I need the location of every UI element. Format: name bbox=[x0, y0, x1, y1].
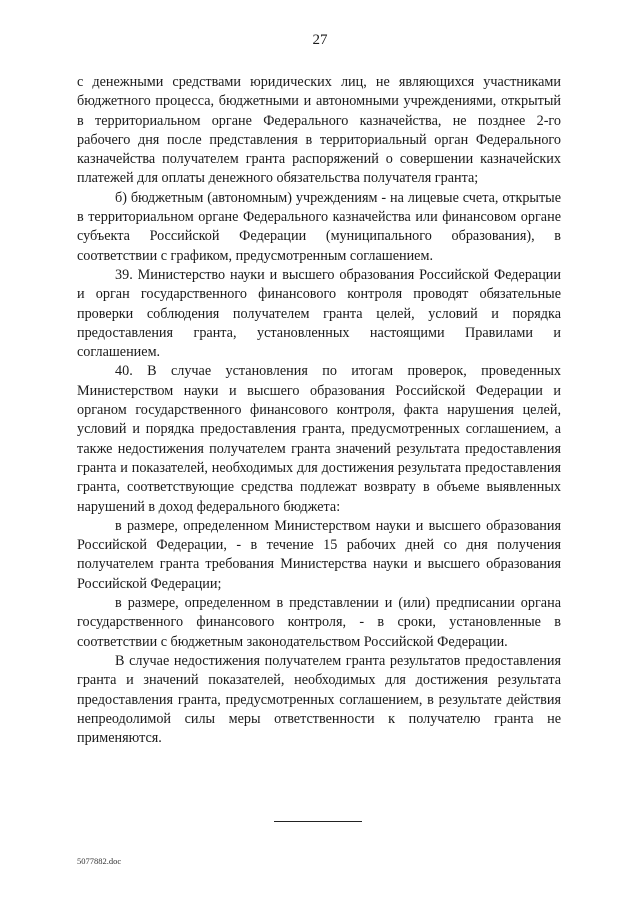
paragraph-continuation: с денежными средствами юридических лиц, не являющихся участниками бюджетного процесса, бюджетными и автономными учреждениями, открытый в территориальном органе Федерального казначейства, не позднее 2-го рабочего дня после представления в территориальный орган Федерального казначейства получателем гранта распоряжений о совершении казначейских платежей для оплаты денежного обязательства получателя гранта; bbox=[77, 74, 561, 187]
footer-file-name: 5077882.doc bbox=[77, 856, 122, 866]
end-divider bbox=[274, 821, 362, 822]
paragraph-subitem-b: б) бюджетным (автономным) учреждениям - на лицевые счета, открытые в территориальном органе Федерального казначейства или финансовом органе субъекта Российской Федерации (муниципального образования), в соответствии с графиком, предусмотренным соглашением. bbox=[77, 189, 561, 264]
paragraph-item-39: 39. Министерство науки и высшего образования Российской Федерации и орган государственного финансового контроля проводят обязательные проверки соблюдения получателем гранта целей, условий и порядка предоставления гранта, установленных настоящими Правилами и соглашением. bbox=[77, 266, 561, 361]
document-body bbox=[77, 73, 561, 748]
paragraph-amount-control-body: в размере, определенном в представлении и (или) предписании органа государственного финансового контроля, - в сроки, установленные в соответствии с бюджетным законодательством Российской Федерации. bbox=[77, 595, 561, 650]
paragraph-amount-ministry: в размере, определенном Министерством науки и высшего образования Российской Федерации, - в течение 15 рабочих дней со дня получения получателем гранта требования Министерства науки и высшего образования Российской Федерации; bbox=[77, 517, 561, 592]
page-number: 27 bbox=[312, 32, 328, 48]
paragraph-force-majeure: В случае недостижения получателем гранта результатов предоставления гранта и значений показателей, необходимых для достижения результата предоставления гранта, предусмотренных соглашением, в результате действия непреодолимой силы меры ответственности к получателю гранта не применяются. bbox=[77, 652, 561, 747]
paragraph-item-40: 40. В случае установления по итогам проверок, проведенных Министерством науки и высшего образования Российской Федерации и органом государственного финансового контроля, факта нарушения целей, условий и порядка предоставления гранта, предусмотренных соглашением, а также недостижения получателем гранта значений результата предоставления гранта и показателей, необходимых для достижения результата предоставления гранта, соответствующие средства подлежат возврату в объеме выявленных нарушений в доход федерального бюджета: bbox=[77, 363, 561, 515]
